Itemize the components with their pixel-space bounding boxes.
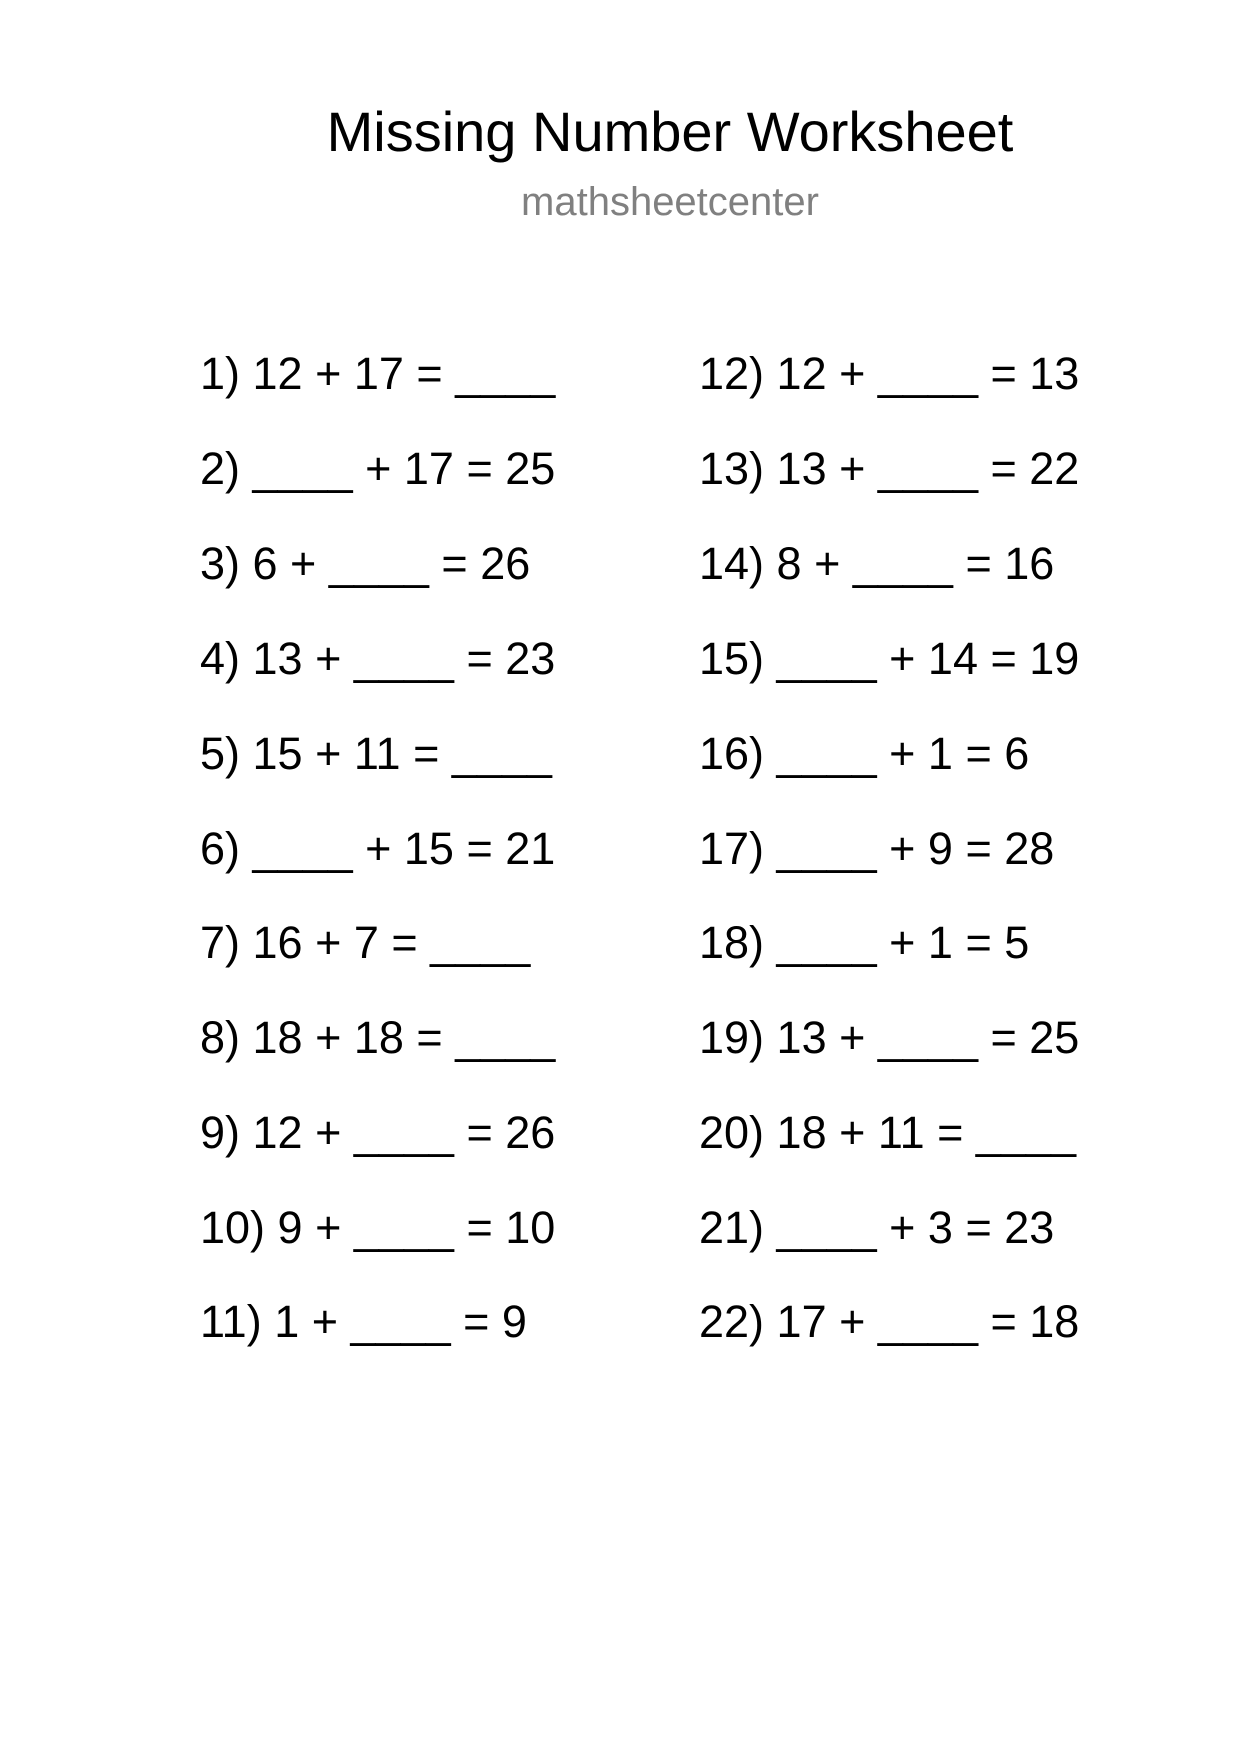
problem-3: 3) 6 + ____ = 26 xyxy=(200,538,531,589)
problem-18: 18) ____ + 1 = 5 xyxy=(699,917,1030,968)
problem-14: 14) 8 + ____ = 16 xyxy=(699,538,1055,589)
problem-8: 8) 18 + 18 = ____ xyxy=(200,1012,556,1063)
problem-20: 20) 18 + 11 = ____ xyxy=(699,1107,1076,1158)
problem-19: 19) 13 + ____ = 25 xyxy=(699,1012,1080,1063)
problem-9: 9) 12 + ____ = 26 xyxy=(200,1107,556,1158)
problem-15: 15) ____ + 14 = 19 xyxy=(699,633,1080,684)
worksheet-title: Missing Number Worksheet xyxy=(326,100,1014,163)
problem-10: 10) 9 + ____ = 10 xyxy=(200,1202,556,1253)
problem-12: 12) 12 + ____ = 13 xyxy=(699,348,1080,399)
problem-6: 6) ____ + 15 = 21 xyxy=(200,823,556,874)
problem-22: 22) 17 + ____ = 18 xyxy=(699,1296,1080,1347)
problem-5: 5) 15 + 11 = ____ xyxy=(200,728,552,779)
problem-17: 17) ____ + 9 = 28 xyxy=(699,823,1055,874)
problem-7: 7) 16 + 7 = ____ xyxy=(200,917,531,968)
problem-16: 16) ____ + 1 = 6 xyxy=(699,728,1030,779)
problem-11: 11) 1 + ____ = 9 xyxy=(200,1296,527,1347)
problem-4: 4) 13 + ____ = 23 xyxy=(200,633,556,684)
problem-1: 1) 12 + 17 = ____ xyxy=(200,348,556,399)
problem-13: 13) 13 + ____ = 22 xyxy=(699,443,1080,494)
problem-2: 2) ____ + 17 = 25 xyxy=(200,443,556,494)
problem-21: 21) ____ + 3 = 23 xyxy=(699,1202,1055,1253)
worksheet-subtitle: mathsheetcenter xyxy=(521,180,819,224)
